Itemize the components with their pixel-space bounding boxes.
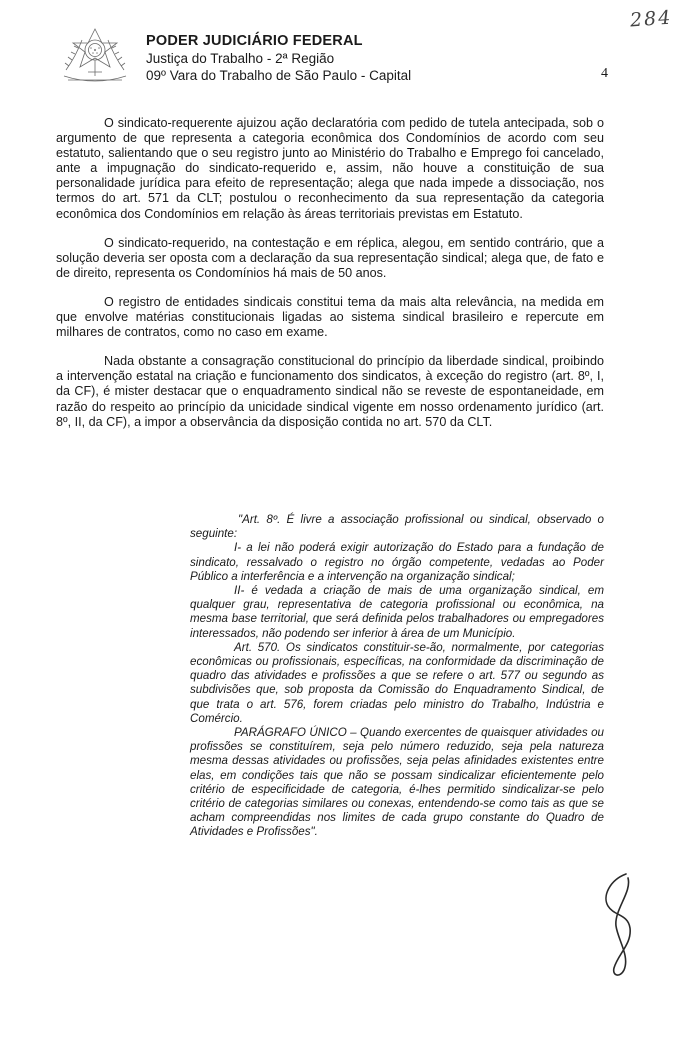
body-text (56, 116, 604, 444)
quote-paragraph: "Art. 8º. É livre a associação profissional ou sindical, observado o seguinte: (190, 513, 604, 541)
justice-name: Justiça do Trabalho - 2ª Região (146, 51, 335, 66)
legal-quotation (190, 513, 604, 840)
paragraph: O sindicato-requerido, na contestação e em réplica, alegou, em sentido contrário, que a solução deveria ser oposta com a declaração da sua representação sindical; alega que, de fato e de direito, representa os Condomínios há mais de 50 anos. (56, 235, 604, 280)
document-header (146, 32, 566, 84)
handwritten-page-number: 284 (629, 6, 673, 32)
quote-paragraph: Art. 570. Os sindicatos constituir-se-ão, normalmente, por categorias econômicas ou profissionais, específicas, na conformidade da discriminação de quadro das atividades e profissões a que se refere o art. 577 ou segundo as subdivisões que, sob proposta da Comissão do Enquadramento Sindical, de que trata o art. 576, forem criadas pelo ministro do Trabalho, Indústria e Comércio. (190, 640, 604, 725)
quote-paragraph: II- é vedada a criação de mais de uma organização sindical, em qualquer grau, representativa de categoria profissional ou econômica, na mesma base territorial, que será definida pelos trabalhadores ou empregadores interessados, não podendo ser inferior à área de um Município. (190, 584, 604, 640)
court-name: PODER JUDICIÁRIO FEDERAL (146, 33, 363, 49)
page-number: 4 (601, 66, 608, 81)
quote-paragraph: PARÁGRAFO ÚNICO – Quando exercentes de quaisquer atividades ou profissões se constituírem, seja pelo número reduzido, seja pela natureza mesma dessas atividades ou profissões, seja pelas afinidades existentes entre elas, em condições tais que não se possam sindicalizar eficientemente pelo critério de especificidade de categoria, é-lhes permitido sindicalizar-se pelo critério de categorias similares ou conexas, entendendo-se como tais as que se acham compreendidas nos limites de cada grupo constante do Quadro de Atividades e Profissões". (190, 726, 604, 839)
handwritten-signature-icon (588, 870, 644, 980)
quote-paragraph: I- a lei não poderá exigir autorização do Estado para a fundação de sindicato, ressalvado o registro no órgão competente, vedadas ao Poder Público a interferência e a intervenção na organização sindical; (190, 541, 604, 583)
paragraph: O sindicato-requerente ajuizou ação declaratória com pedido de tutela antecipada, sob o argumento de que representa a categoria econômica dos Condomínios de acordo com seu estatuto, salientando que o seu registro junto ao Ministério do Trabalho e Emprego foi cancelado, ante a impugnação do sindicato-requerido e, assim, não houve a constituição de sua personalidade jurídica para efeito de representação; alega que nada impede a dissociação, nos termos do art. 571 da CLT; postulou o reconhecimento da sua representação da categoria econômica dos Condomínios em relação às áreas territoriais previstas em Estatuto. (56, 116, 604, 221)
vara-name: 09º Vara do Trabalho de São Paulo - Capital (146, 68, 412, 83)
paragraph: O registro de entidades sindicais constitui tema da mais alta relevância, na medida em que envolve matérias constitucionais ligadas ao sistema sindical brasileiro e repercute em milhares de contratos, como no caso em exame. (56, 294, 604, 340)
paragraph: Nada obstante a consagração constitucional do princípio da liberdade sindical, proibindo a intervenção estatal na criação e funcionamento dos sindicatos, à exceção do registro (art. 8º, I, da CF), é mister destacar que o enquadramento sindical não se reveste de espontaneidade, em razão do respeito ao princípio da unicidade sindical vigente em nosso ordenamento jurídico (art. 8º, II, da CF), a impor a observância da disposição contida no art. 570 da CLT. (56, 354, 604, 429)
brazil-coat-of-arms-icon (58, 26, 132, 88)
